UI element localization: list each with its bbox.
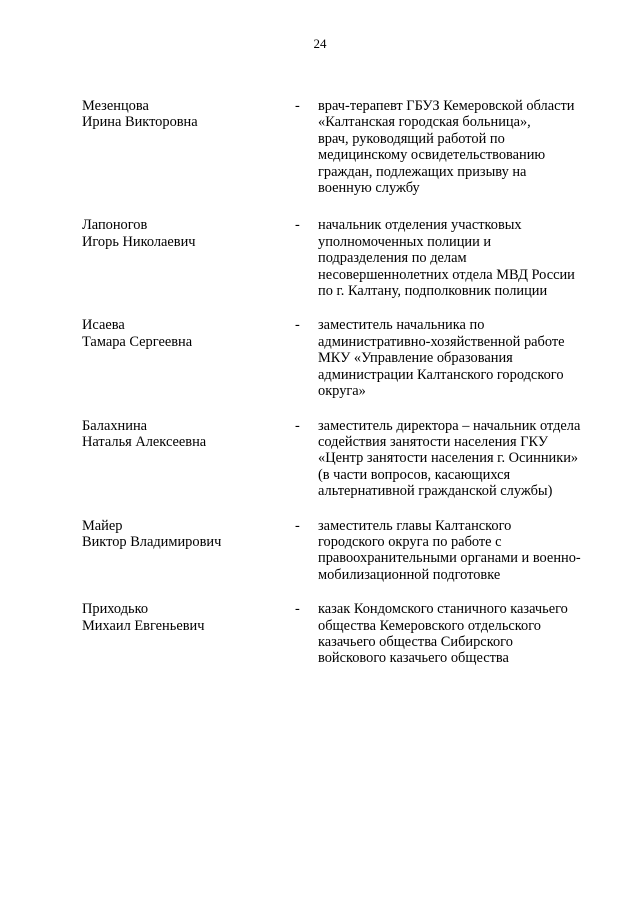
- position-line: «Калтанская городская больница»,: [318, 114, 531, 131]
- position-line: (в части вопросов, касающихся: [318, 466, 511, 483]
- position-line: врач-терапевт ГБУЗ Кемеровской области: [318, 98, 575, 114]
- position-line: подразделения по делам: [318, 250, 467, 267]
- position-line: казачьего общества Сибирского: [318, 633, 513, 650]
- position-line: альтернативной гражданской службы): [318, 483, 553, 500]
- member-name: [82, 98, 282, 131]
- member-list: [0, 80, 640, 667]
- position-line: МКУ «Управление образования: [318, 350, 513, 367]
- position-line: «Центр занятости населения г. Осинники»: [318, 450, 579, 467]
- member-position: [318, 418, 608, 500]
- member-surname: Лапоногов: [82, 217, 148, 234]
- member-name: [82, 601, 282, 634]
- position-line: начальник отделения участковых: [318, 217, 522, 234]
- member-name: [82, 217, 282, 250]
- dash-separator: -: [295, 317, 300, 334]
- position-line: мобилизационной подготовке: [318, 566, 501, 583]
- position-line: заместитель начальника по: [318, 317, 485, 334]
- position-line: административно-хозяйственной работе: [318, 333, 565, 350]
- member-position: [318, 317, 608, 399]
- position-line: несовершеннолетних отдела МВД России: [318, 266, 575, 283]
- position-line: округа»: [318, 383, 366, 400]
- member-position: [318, 98, 608, 196]
- dash-separator: -: [295, 417, 300, 434]
- position-line: уполномоченных полиции и: [318, 233, 492, 250]
- dash-separator: -: [295, 517, 300, 534]
- member-entry: [0, 217, 640, 299]
- member-entry: [0, 601, 640, 667]
- member-name: [82, 418, 282, 451]
- position-line: казак Кондомского станичного казачьего: [318, 601, 568, 618]
- position-line: граждан, подлежащих призыву на: [318, 163, 527, 180]
- position-line: по г. Калтану, подполковник полиции: [318, 283, 548, 300]
- member-position: [318, 518, 608, 584]
- page-number: 24: [313, 36, 327, 51]
- member-surname: Балахнина: [82, 417, 148, 434]
- member-given-names: Наталья Алексеевна: [82, 433, 207, 450]
- member-surname: Майер: [82, 517, 123, 534]
- member-position: [318, 217, 608, 299]
- member-entry: [0, 98, 640, 196]
- member-given-names: Ирина Викторовна: [82, 114, 198, 131]
- position-line: администрации Калтанского городского: [318, 366, 564, 383]
- dash-separator: -: [295, 98, 300, 114]
- position-line: заместитель главы Калтанского: [318, 517, 512, 534]
- member-entry: [0, 317, 640, 399]
- position-line: врач, руководящий работой по: [318, 130, 505, 147]
- dash-separator: -: [295, 217, 300, 234]
- position-line: содействия занятости населения ГКУ: [318, 433, 549, 450]
- member-surname: Исаева: [82, 317, 125, 334]
- member-given-names: Михаил Евгеньевич: [82, 617, 205, 634]
- member-given-names: Виктор Владимирович: [82, 533, 222, 550]
- position-line: медицинскому освидетельствованию: [318, 147, 546, 164]
- position-line: заместитель директора – начальник отдела: [318, 417, 581, 434]
- position-line: общества Кемеровского отдельского: [318, 617, 541, 634]
- position-line: военную службу: [318, 180, 420, 197]
- member-given-names: Тамара Сергеевна: [82, 333, 193, 350]
- member-name: [82, 317, 282, 350]
- member-surname: Приходько: [82, 601, 149, 618]
- member-given-names: Игорь Николаевич: [82, 233, 196, 250]
- member-surname: Мезенцова: [82, 98, 149, 114]
- member-entry: [0, 518, 640, 584]
- member-entry: [0, 418, 640, 500]
- position-line: городского округа по работе с: [318, 533, 502, 550]
- member-position: [318, 601, 608, 667]
- position-line: войскового казачьего общества: [318, 650, 509, 667]
- position-line: правоохранительными органами и военно-: [318, 550, 581, 567]
- dash-separator: -: [295, 601, 300, 618]
- member-name: [82, 518, 282, 551]
